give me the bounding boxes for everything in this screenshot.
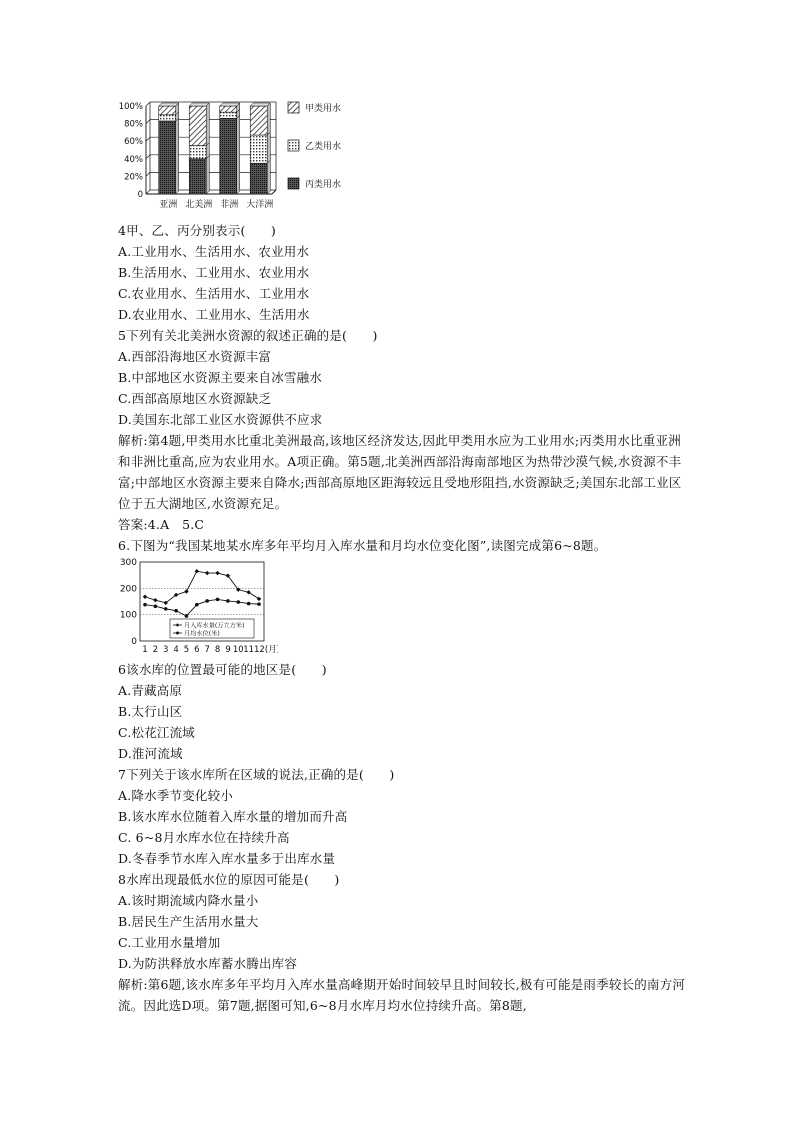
- bar-segment: [220, 118, 237, 194]
- line-chart-svg: [118, 558, 278, 656]
- data-point: [164, 607, 168, 611]
- q4-option-b: B.生活用水、工业用水、农业用水: [118, 265, 310, 280]
- bar-segment-side: [176, 118, 179, 194]
- y-tick-label: 20%: [124, 172, 143, 183]
- data-point: [195, 603, 199, 607]
- x-tick-label: 10: [232, 645, 244, 655]
- data-point: [215, 571, 219, 575]
- data-point: [143, 603, 147, 607]
- analysis-q4-q5: 解析:第4题,甲类用水比重北美洲最高,该地区经济发达,因此甲类用水应为工业用水;丙类用水比重亚洲和非洲比重高,应为农业用水。A项正确。第5题,北美洲西部沿海南部地区为热带沙漠气候,水资源不丰富;中部地区水资源主要来自降水;西部高原地区距海较远且受地形阻挡,水资源缺乏;美国东北部工业区位于五大湖地区,水资源充足。: [118, 433, 682, 511]
- legend-swatch: [288, 178, 299, 189]
- y-grid-diagonal: [146, 102, 150, 106]
- q8-stem: 8水库出现最低水位的原因可能是( ): [118, 872, 340, 887]
- legend-label: 月入库水量(万立方米): [184, 622, 245, 630]
- bar-segment: [159, 121, 176, 194]
- stacked-bar-chart-svg: [118, 100, 418, 218]
- legend-label: 月均水位(米): [184, 630, 220, 638]
- bar-segment: [220, 112, 237, 118]
- x-category-label: 北美洲: [185, 200, 213, 210]
- x-tick-label: 9: [225, 645, 231, 655]
- bar-segment: [250, 163, 267, 194]
- q6-stem: 6该水库的位置最可能的地区是( ): [118, 662, 327, 677]
- data-point: [153, 598, 157, 602]
- bar-segment: [159, 106, 176, 115]
- y-grid-diagonal: [146, 137, 150, 141]
- bar-segment-side: [206, 103, 209, 146]
- bar-segment: [250, 135, 267, 163]
- q7-option-c: C. 6~8月水库水位在持续升高: [118, 830, 290, 845]
- bar-segment: [189, 159, 206, 194]
- q6-option-b: B.太行山区: [118, 704, 183, 719]
- legend-swatch: [288, 140, 299, 151]
- x-axis-corner: [272, 190, 276, 194]
- bar-top: [159, 103, 179, 106]
- x-tick-label: 4: [173, 645, 179, 655]
- x-tick-label: 7: [204, 645, 210, 655]
- x-tick-label: 11: [243, 645, 255, 655]
- legend-label: 丙类用水: [305, 180, 342, 190]
- y-tick-label: 100: [119, 610, 137, 621]
- x-category-label: 大洋洲: [246, 200, 274, 210]
- legend-marker: [176, 632, 179, 635]
- q6-option-a: A.青藏高原: [118, 683, 183, 698]
- chart1-legend: [288, 102, 341, 190]
- q4-option-c: C.农业用水、生活用水、工业用水: [118, 286, 310, 301]
- y-tick-label: 0: [131, 637, 137, 647]
- data-point: [247, 602, 251, 606]
- bar-segment-side: [267, 103, 270, 135]
- bar-top: [220, 103, 240, 106]
- q5-option-b: B.中部地区水资源主要来自冰雪融水: [118, 370, 323, 385]
- legend-swatch: [288, 102, 299, 113]
- y-tick-label: 200: [119, 584, 137, 595]
- bar-segment: [189, 106, 206, 146]
- answer-q4-q5: 答案:4.A 5.C: [118, 517, 205, 532]
- analysis-q6-q8: 解析:第6题,该水库多年平均月入库水量高峰期开始时间较早且时间较长,极有可能是雨季较长的南方河流。因此选D项。第7题,据图可知,6~8月水库月均水位持续升高。第8题,: [118, 977, 686, 1013]
- q8-option-a: A.该时期流域内降水量小: [118, 893, 259, 908]
- bar-segment-side: [267, 160, 270, 194]
- document-page: [118, 100, 688, 1016]
- x-category-label: 非洲: [220, 200, 239, 210]
- chart2-legend: [170, 619, 254, 638]
- x-tick-label: 6: [194, 645, 200, 655]
- data-point: [236, 600, 240, 604]
- y-tick-label: 80%: [124, 119, 143, 130]
- q5-option-c: C.西部高原地区水资源缺乏: [118, 391, 272, 406]
- q7-option-d: D.冬春季节水库入库水量多于出库水量: [118, 851, 336, 866]
- q4-stem: 4甲、乙、丙分别表示( ): [118, 223, 277, 238]
- y-tick-label: 0: [137, 190, 143, 200]
- data-point: [205, 599, 209, 603]
- bar-segment: [189, 146, 206, 159]
- q5-option-a: A.西部沿海地区水资源丰富: [118, 349, 272, 364]
- data-point: [185, 614, 189, 618]
- q7-stem: 7下列关于该水库所在区域的说法,正确的是( ): [118, 767, 395, 782]
- bar-segment-side: [267, 132, 270, 163]
- x-tick-label: 5: [183, 645, 190, 655]
- x-tick-label: 12(月): [254, 645, 278, 655]
- q8-option-d: D.为防洪释放水库蓄水腾出库容: [118, 956, 298, 971]
- q6-option-c: C.松花江流域: [118, 725, 195, 740]
- data-point: [216, 598, 220, 602]
- q7-option-a: A.降水季节变化较小: [118, 788, 234, 803]
- data-point: [154, 604, 158, 608]
- q7-option-b: B.该水库水位随着入库水量的增加而升高: [118, 809, 348, 824]
- y-grid-diagonal: [146, 120, 150, 124]
- chart2-lines: [143, 569, 261, 618]
- reservoir-line-chart: [118, 558, 278, 656]
- x-tick-label: 3: [163, 645, 169, 655]
- data-point: [257, 602, 261, 606]
- legend-label: 甲类用水: [305, 104, 342, 114]
- bar-top: [250, 103, 270, 106]
- q5-option-d: D.美国东北部工业区水资源供不应求: [118, 412, 323, 427]
- bar-segment: [220, 106, 237, 112]
- data-point: [184, 589, 188, 593]
- y-grid-diagonal: [146, 155, 150, 159]
- y-tick-label: 60%: [124, 137, 143, 148]
- bar-segment-side: [237, 115, 240, 194]
- x-tick-label: 8: [214, 645, 221, 655]
- q6-option-d: D.淮河流域: [118, 746, 183, 761]
- bar-segment: [250, 106, 267, 135]
- series-line: [145, 571, 259, 603]
- data-point: [143, 595, 147, 599]
- q4-option-a: A.工业用水、生活用水、农业用水: [118, 244, 310, 259]
- q8-option-b: B.居民生产生活用水量大: [118, 914, 259, 929]
- data-point: [257, 597, 261, 601]
- chart2-axes: [120, 558, 278, 655]
- q4-option-d: D.农业用水、工业用水、生活用水: [118, 307, 310, 322]
- q8-option-c: C.工业用水量增加: [118, 935, 221, 950]
- y-tick-label: 100%: [118, 102, 143, 112]
- bar-segment-side: [206, 156, 209, 194]
- q5-stem: 5下列有关北美洲水资源的叙述正确的是( ): [118, 328, 378, 343]
- bar-segment: [159, 115, 176, 121]
- y-tick-label: 40%: [124, 154, 143, 165]
- q6-intro: 6.下图为“我国某地某水库多年平均月入库水量和月均水位变化图”,读图完成第6~8题。: [118, 538, 607, 553]
- data-point: [205, 571, 209, 575]
- legend-label: 乙类用水: [305, 142, 342, 152]
- data-point: [226, 599, 230, 603]
- x-tick-label: 2: [152, 645, 159, 655]
- y-grid-diagonal: [146, 172, 150, 176]
- bar-top: [189, 103, 209, 106]
- water-use-stacked-bar-chart: [118, 100, 418, 218]
- x-tick-label: 1: [142, 645, 148, 655]
- data-point: [195, 569, 199, 573]
- x-category-label: 亚洲: [159, 200, 178, 210]
- data-point: [174, 609, 178, 613]
- y-grid-diagonal: [146, 190, 150, 194]
- data-point: [246, 590, 250, 594]
- y-tick-label: 300: [119, 558, 137, 568]
